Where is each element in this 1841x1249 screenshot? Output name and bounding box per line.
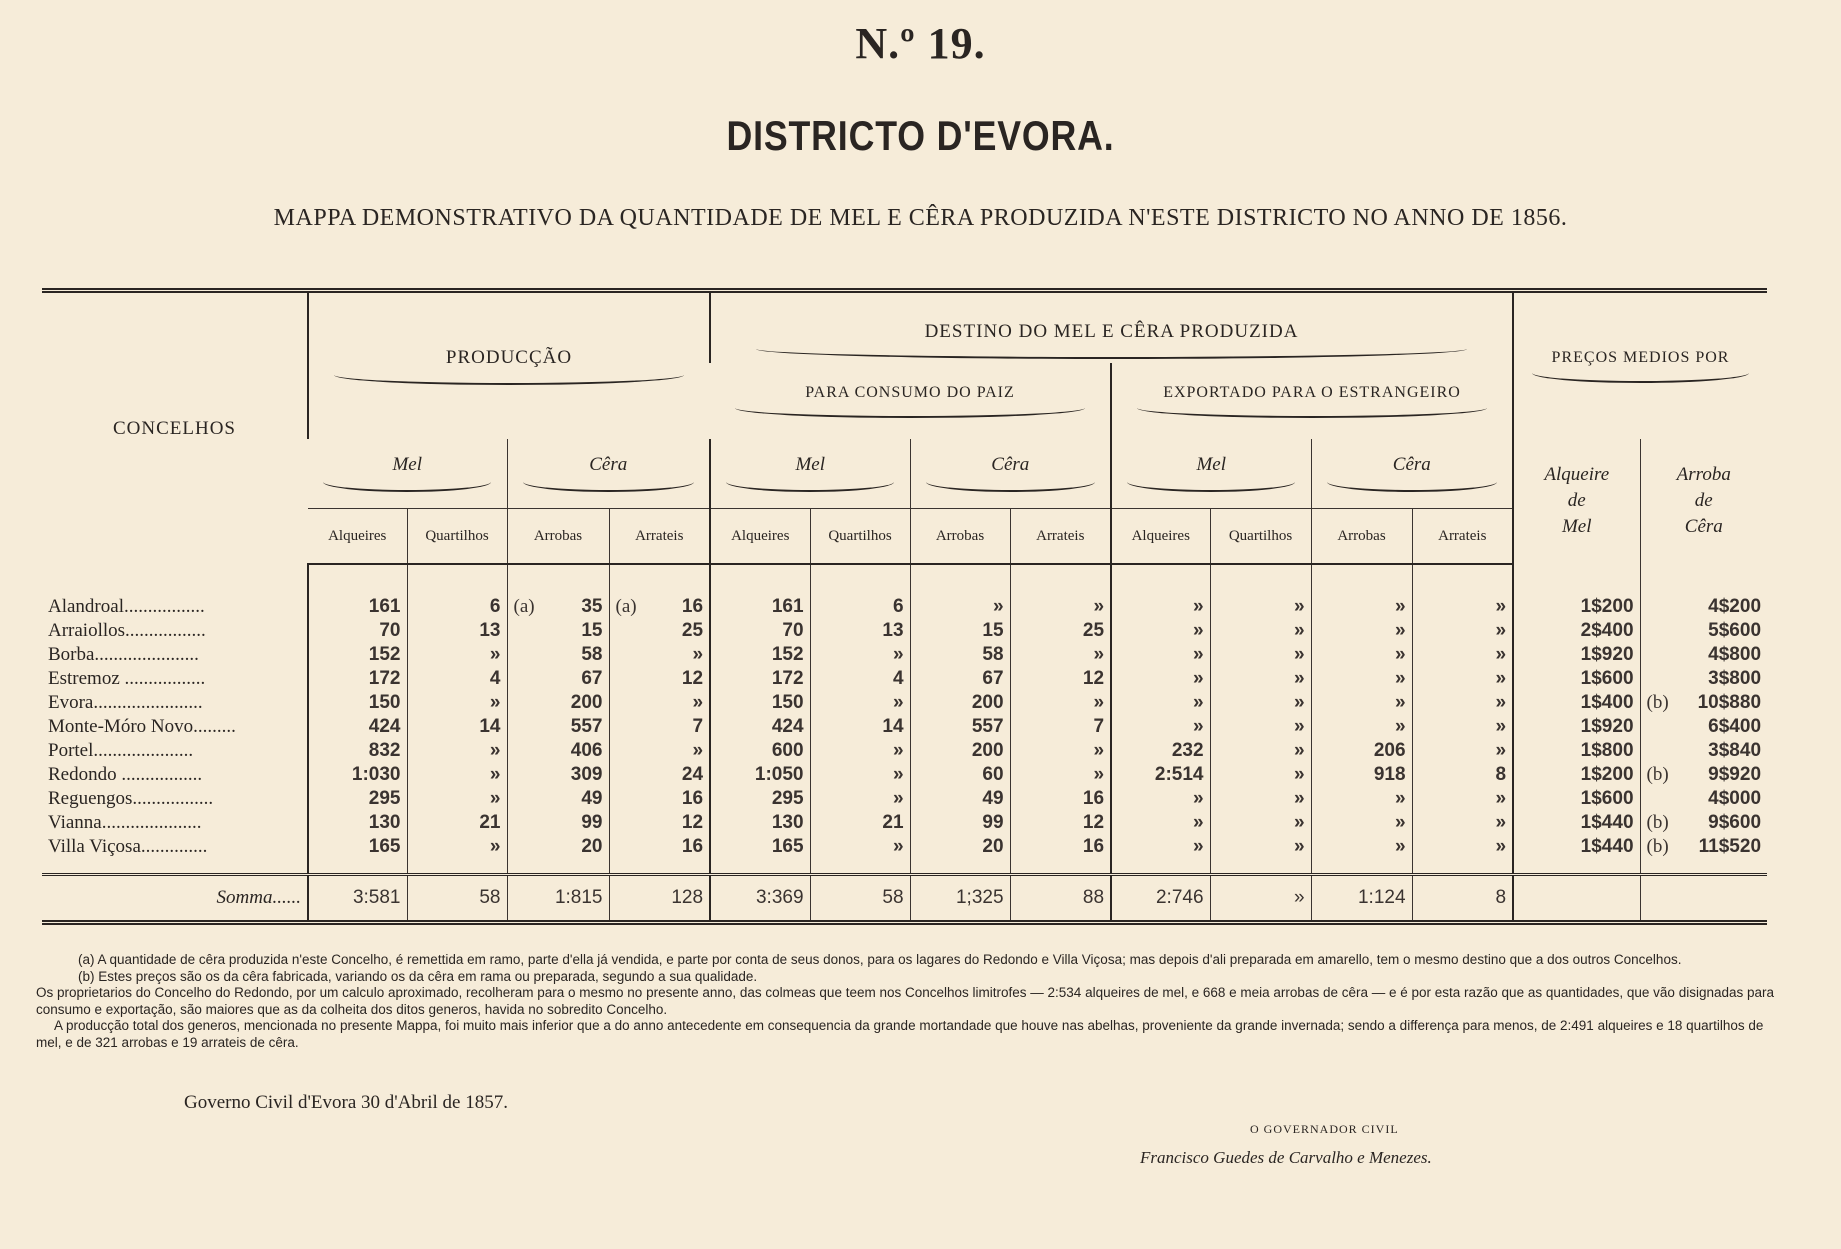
table-cell: 8 [1412,875,1513,923]
table-cell [1640,763,1767,787]
table-cell: 295 [710,787,810,811]
table-cell: 6 [407,564,507,619]
table-cell: » [407,739,507,763]
table-cell: » [1412,564,1513,619]
table-row [42,564,1767,619]
table-cell: 1$600 [1513,667,1640,691]
table-row [42,835,1767,875]
table-cell: 1$920 [1513,715,1640,739]
table-cell: 21 [407,811,507,835]
table-cell: » [609,691,710,715]
table-cell: 557 [507,715,609,739]
table-cell: 1;325 [910,875,1010,923]
table-cell: 67 [910,667,1010,691]
table-cell: 16 [1010,835,1111,875]
table-cell: 165 [710,835,810,875]
brace [1127,482,1295,492]
table-cell [609,564,710,619]
header-concelhos [42,291,308,565]
table-cell: 406 [507,739,609,763]
table-cell: 4$800 [1640,643,1767,667]
header-mel: Mel [392,454,423,476]
table-cell: » [1210,619,1311,643]
table-cell: » [1210,564,1311,619]
table-cell: 200 [910,691,1010,715]
header-cera: Cêra [1392,454,1431,476]
table-row [42,763,1767,787]
table-cell: » [1111,787,1210,811]
table-cell: 424 [308,715,407,739]
table-cell: 70 [308,619,407,643]
place-date: Governo Civil d'Evora 30 d'Abril de 1857. [184,1092,508,1113]
concelho-name: Redondo ................. [48,764,203,785]
table-cell: » [1111,619,1210,643]
table-cell: 2$400 [1513,619,1640,643]
header-exportado [1111,363,1513,439]
table-cell: 1:050 [710,763,810,787]
table-cell: 6$400 [1640,715,1767,739]
table-cell: » [1010,763,1111,787]
table-cell: 3$800 [1640,667,1767,691]
table-cell: 1$920 [1513,643,1640,667]
table-cell: » [1412,787,1513,811]
table-cell: » [1111,715,1210,739]
table-cell: 4 [810,667,910,691]
table-cell [507,564,609,619]
governor-signature: Francisco Guedes de Carvalho e Menezes. [1140,1148,1432,1167]
table-cell: 1:030 [308,763,407,787]
column-header-alqueires: Alqueires [308,509,407,565]
table-cell: 2:746 [1111,875,1210,923]
governor-title: O GOVERNADOR CIVIL [1250,1122,1399,1136]
table-cell: » [1210,811,1311,835]
cell-value: 35 [581,596,603,617]
table-cell: » [1412,739,1513,763]
table-cell: » [1210,763,1311,787]
table-cell [1640,811,1767,835]
concelho-name: Villa Viçosa.............. [48,836,208,857]
table-cell: 58 [507,643,609,667]
footnote-total: A producção total dos generos, mencionada no presente Mappa, foi muito mais inferior que a do anno antecedente em consequencia da grande mortandade que houve nas abelhas, proveniente da grande invernada; sendo a differença para menos, de 2:491 alqueires e 18 quartilhos de mel, e de 321 arrobas e 19 arrateis de cêra. [36,1018,1764,1050]
column-header-arrateis: Arrateis [1010,509,1111,565]
document-number: N.º 19. [855,19,986,68]
table-cell: 88 [1010,875,1111,923]
table-cell: » [1111,835,1210,875]
cell-value: 9$600 [1708,812,1762,833]
table-cell: 1$200 [1513,564,1640,619]
concelho-name: Estremoz ................. [48,668,206,689]
table-cell: 2:514 [1111,763,1210,787]
table-cell: » [1111,643,1210,667]
table-cell: 13 [407,619,507,643]
table-cell: » [1412,835,1513,875]
table-cell [1640,691,1767,715]
table-cell: 24 [609,763,710,787]
header-concelhos-label: CONCELHOS [112,417,236,439]
table-cell: 70 [710,619,810,643]
table-cell: » [1210,875,1311,923]
table-cell: 1$440 [1513,811,1640,835]
column-header-arrateis: Arrateis [1412,509,1513,565]
table-row [42,667,1767,691]
table-cell: » [1412,619,1513,643]
header-cera: Cêra [589,454,628,476]
table-row [42,619,1767,643]
brace [1327,482,1497,492]
table-cell: 295 [308,787,407,811]
table-cell: 130 [308,811,407,835]
concelho-name: Portel..................... [48,740,194,761]
table-cell: 7 [1010,715,1111,739]
header-destino [710,291,1513,363]
table-cell: 12 [609,811,710,835]
table-cell: 16 [609,835,710,875]
concelho-name: Borba...................... [48,644,199,665]
header-precos-label: PREÇOS MEDIOS POR [1551,348,1730,366]
cell-value: 11$520 [1698,836,1762,857]
concelho-name: Somma...... [42,875,308,923]
table-cell: » [609,643,710,667]
table-cell: » [1111,811,1210,835]
table-cell: » [1010,739,1111,763]
district-title: DISTRICTO D'EVORA. [726,112,1115,159]
table-cell: » [609,739,710,763]
header-line: Mel [1561,516,1592,538]
brace [735,408,1084,418]
table-row [42,811,1767,835]
table-cell: » [1412,715,1513,739]
column-header-arrateis: Arrateis [609,509,710,565]
table-cell: 12 [609,667,710,691]
concelho-name: Reguengos................. [48,788,214,809]
table-cell: » [1311,691,1412,715]
table-row [42,643,1767,667]
table-cell: » [407,691,507,715]
table-cell: » [1311,564,1412,619]
table-cell: » [1010,691,1111,715]
brace [323,482,491,492]
brace [334,375,683,385]
table-cell [1640,875,1767,923]
footnote-marker: (b) [1646,812,1669,833]
table-cell: 200 [507,691,609,715]
table-cell: » [810,691,910,715]
table-cell: 99 [507,811,609,835]
table-cell: 25 [609,619,710,643]
table-row [42,739,1767,763]
table-row [42,691,1767,715]
cell-value: 9$920 [1708,764,1762,785]
table-cell: 557 [910,715,1010,739]
table-cell: » [1311,787,1412,811]
footnote-redondo: Os proprietarios do Concelho do Redondo, por um calculo aproximado, recolheram para o mesmo no presente anno, das colmeas que teem nos Concelhos limitrofes — 2:534 alqueires de mel, e 668 e meia arrobas de cêra — e é por esta razão que as quantidades, que vão disignadas para consumo e exportação, são maiores que as da colheita dos ditos generos, havida no sobredito Concelho. [36,985,1775,1017]
table-cell: 67 [507,667,609,691]
column-header-quartilhos: Quartilhos [407,509,507,565]
table-cell: 172 [710,667,810,691]
table-cell: » [1311,667,1412,691]
table-cell: 600 [710,739,810,763]
table-cell: 21 [810,811,910,835]
column-header-alqueires: Alqueires [1111,509,1210,565]
table-cell: 6 [810,564,910,619]
table-cell: » [810,739,910,763]
table-cell: 1$440 [1513,835,1640,875]
table-cell: 99 [910,811,1010,835]
table-cell: 1$200 [1513,763,1640,787]
table-cell [1640,835,1767,875]
table-cell: 165 [308,835,407,875]
table-cell: 16 [1010,787,1111,811]
footnote-marker: (a) [615,596,637,617]
brace [726,482,894,492]
table-cell: 832 [308,739,407,763]
concelho-name: Alandroal................. [48,595,205,617]
header-line: Alqueire [1544,464,1610,486]
brace [523,482,694,492]
footnote-marker: (b) [1646,836,1669,857]
table-cell: » [810,763,910,787]
table-cell: » [1311,643,1412,667]
table-cell: » [910,564,1010,619]
column-header-alqueires: Alqueires [710,509,810,565]
header-consumo [710,363,1111,439]
table-cell: 5$600 [1640,619,1767,643]
cell-value: 10$880 [1697,692,1762,713]
table-cell: 152 [308,643,407,667]
footnote-marker: (b) [1646,764,1669,785]
table-cell: » [1311,715,1412,739]
header-arroba-de-cera [1640,439,1767,565]
table-cell: 8 [1412,763,1513,787]
table-cell: 1:815 [507,875,609,923]
table-cell: » [1311,811,1412,835]
brace [926,482,1095,492]
table-cell: 161 [308,564,407,619]
table-cell: 172 [308,667,407,691]
table-cell: » [810,643,910,667]
table-cell: » [407,787,507,811]
concelho-name: Monte-Móro Novo......... [48,716,236,737]
table-cell: » [1210,835,1311,875]
table-row [42,715,1767,739]
header-line: Arroba [1676,464,1731,486]
table-cell: 309 [507,763,609,787]
table-cell: 20 [507,835,609,875]
table-cell: » [1111,691,1210,715]
concelho-name: Evora....................... [48,692,203,713]
footnote-marker: (a) [513,596,535,617]
table-cell [1513,875,1640,923]
table-cell: » [1311,835,1412,875]
table-cell: 152 [710,643,810,667]
table-cell: » [1010,643,1111,667]
header-consumo-label: PARA CONSUMO DO PAIZ [805,383,1015,401]
table-cell: » [1412,667,1513,691]
table-cell: 14 [810,715,910,739]
table-cell: » [1412,811,1513,835]
concelho-name: Vianna..................... [48,812,202,833]
column-header-arrobas: Arrobas [1311,509,1412,565]
table-cell: » [1412,643,1513,667]
table-cell: 206 [1311,739,1412,763]
table-cell: » [1412,691,1513,715]
footnote-marker: (b) [1646,692,1669,713]
column-header-quartilhos: Quartilhos [810,509,910,565]
table-cell: » [810,787,910,811]
table-cell: 200 [910,739,1010,763]
table-cell: 1$600 [1513,787,1640,811]
table-cell: » [407,643,507,667]
table-cell: 25 [1010,619,1111,643]
table-cell: 13 [810,619,910,643]
table-cell: 128 [609,875,710,923]
table-cell: » [1311,619,1412,643]
table-cell: 58 [407,875,507,923]
table-cell: » [1210,643,1311,667]
table-cell: 4$000 [1640,787,1767,811]
table-cell: 4 [407,667,507,691]
column-header-arrobas: Arrobas [910,509,1010,565]
table-cell: 1$400 [1513,691,1640,715]
honey-wax-table [42,288,1767,925]
footnote-b: (b) Estes preços são os da cêra fabricada, variando os da cêra em rama ou preparada, segundo a sua qualidade. [78,968,758,984]
column-header-quartilhos: Quartilhos [1210,509,1311,565]
table-cell: 3:369 [710,875,810,923]
table-cell: » [810,835,910,875]
table-cell: » [1210,667,1311,691]
concelho-name: Arraiollos................. [48,620,206,641]
table-cell: 1$800 [1513,739,1640,763]
header-line: de [1694,490,1713,512]
table-cell: 12 [1010,811,1111,835]
table-cell: 14 [407,715,507,739]
column-header-arrobas: Arrobas [507,509,609,565]
header-exportado-label: EXPORTADO PARA O ESTRANGEIRO [1163,383,1461,401]
table-cell: » [407,835,507,875]
table-cell: 4$200 [1640,564,1767,619]
table-cell: 15 [910,619,1010,643]
table-cell: 58 [910,643,1010,667]
table-cell: » [1010,564,1111,619]
table-cell: 20 [910,835,1010,875]
brace [1532,373,1749,383]
table-cell: » [1111,667,1210,691]
table-cell: » [1210,787,1311,811]
table-cell: » [407,763,507,787]
table-cell: 232 [1111,739,1210,763]
table-cell: 49 [507,787,609,811]
table-cell: » [1210,715,1311,739]
header-precos [1513,291,1767,439]
header-mel: Mel [795,454,826,476]
footnote-a: (a) A quantidade de cêra produzida n'este Concelho, é remettida em ramo, parte d'ella já vendida, e parte por conta de seus donos, para os lagares do Redondo e Villa Viçosa; mas depois d'ali preparada em amarello, tem o mesmo destino que a dos outros Concelhos. [78,952,1682,967]
table-cell: » [1210,739,1311,763]
header-mel: Mel [1196,454,1227,476]
table-subtitle: MAPPA DEMONSTRATIVO DA QUANTIDADE DE MEL E CÊRA PRODUZIDA N'ESTE DISTRICTO NO ANNO DE 1856. [273,205,1568,231]
table-cell: 130 [710,811,810,835]
header-producao [308,291,710,439]
table-row [42,787,1767,811]
table-cell: 49 [910,787,1010,811]
table-cell: 161 [710,564,810,619]
header-line: de [1567,490,1586,512]
cell-value: 16 [681,596,704,617]
table-cell: » [1210,691,1311,715]
table-cell: 7 [609,715,710,739]
table-cell: 60 [910,763,1010,787]
header-destino-label: DESTINO DO MEL E CÊRA PRODUZIDA [924,320,1299,342]
header-producao-label: PRODUCÇÃO [445,346,573,368]
table-cell: 150 [710,691,810,715]
table-cell: 15 [507,619,609,643]
table-cell: 918 [1311,763,1412,787]
header-alqueire-de-mel [1513,439,1640,565]
table-cell: 12 [1010,667,1111,691]
brace [1137,408,1486,418]
table-cell: 150 [308,691,407,715]
brace [756,349,1466,359]
table-cell: 1:124 [1311,875,1412,923]
table-cell: 3$840 [1640,739,1767,763]
table-cell: 58 [810,875,910,923]
somma-row [42,875,1767,923]
table-cell: 16 [609,787,710,811]
header-cera: Cêra [991,454,1030,476]
footnotes [36,952,1776,1051]
header-line: Cêra [1684,516,1723,538]
table-cell: 3:581 [308,875,407,923]
table-cell: » [1111,564,1210,619]
table-cell: 424 [710,715,810,739]
